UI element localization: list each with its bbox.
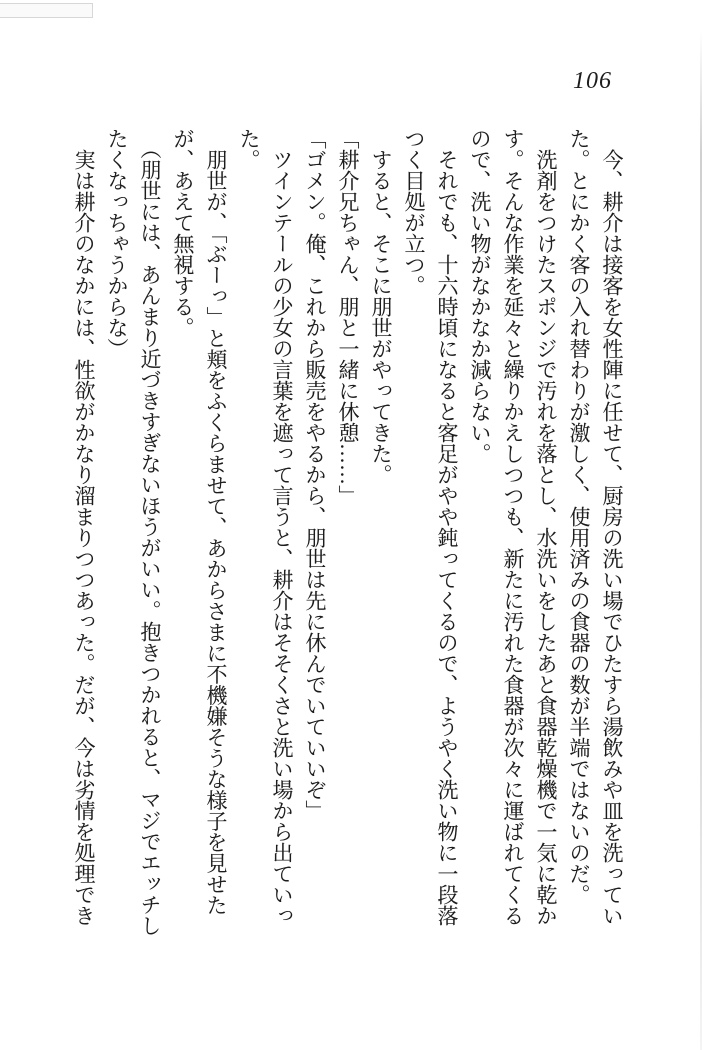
- text-column: 今、耕介は接客を女性陣に任せて、厨房の洗い場でひたすら湯飲みや皿を洗ってい: [600, 149, 624, 926]
- text-column: たくなっちゃうからな）: [105, 128, 129, 359]
- text-column: すると、そこに朋世がやってきた。: [369, 149, 393, 485]
- text-column: 実は耕介のなかには、性欲がかなり溜まりつつあった。だが、今は劣情を処理でき: [72, 149, 96, 926]
- text-column-container: [67, 128, 628, 968]
- text-column: 朋世が、「ぶーっ」と頬をふくらませて、あからさまに不機嫌そうな様子を見せた: [204, 149, 228, 916]
- page-number: 106: [573, 68, 612, 94]
- text-column: が、あえて無視する。: [171, 128, 195, 338]
- text-column: 「耕介兄ちゃん、朋と一緒に休憩……」: [336, 128, 360, 506]
- text-column: す。そんな作業を延々と繰りかえしつつも、新たに汚れた食器が次々に運ばれてくる: [501, 128, 525, 926]
- text-column: （朋世には、あんまり近づきすぎないほうがいい。抱きつかれると、マジでエッチし: [138, 138, 162, 936]
- text-column: 「ゴメン。俺、これから販売をやるから、朋世は先に休んでいていいぞ」: [303, 128, 327, 821]
- scan-artifact-topleft: [0, 3, 93, 18]
- text-column: それでも、十六時頃になると客足がやや鈍ってくるので、ようやく洗い物に一段落: [435, 149, 459, 926]
- text-column: つく目処が立つ。: [402, 128, 426, 296]
- text-column: 洗剤をつけたスポンジで汚れを落とし、水洗いをしたあと食器乾燥機で一気に乾か: [534, 149, 558, 926]
- text-column: た。: [237, 128, 261, 170]
- text-column: ので、洗い物がなかなか減らない。: [468, 128, 492, 464]
- text-column: た。とにかく客の入れ替わりが激しく、使用済みの食器の数が半端ではないのだ。: [567, 128, 591, 905]
- text-column: ツインテールの少女の言葉を遮って言うと、耕介はそそくさと洗い場から出ていっ: [270, 149, 294, 926]
- scan-edge-shadow: [700, 30, 702, 1050]
